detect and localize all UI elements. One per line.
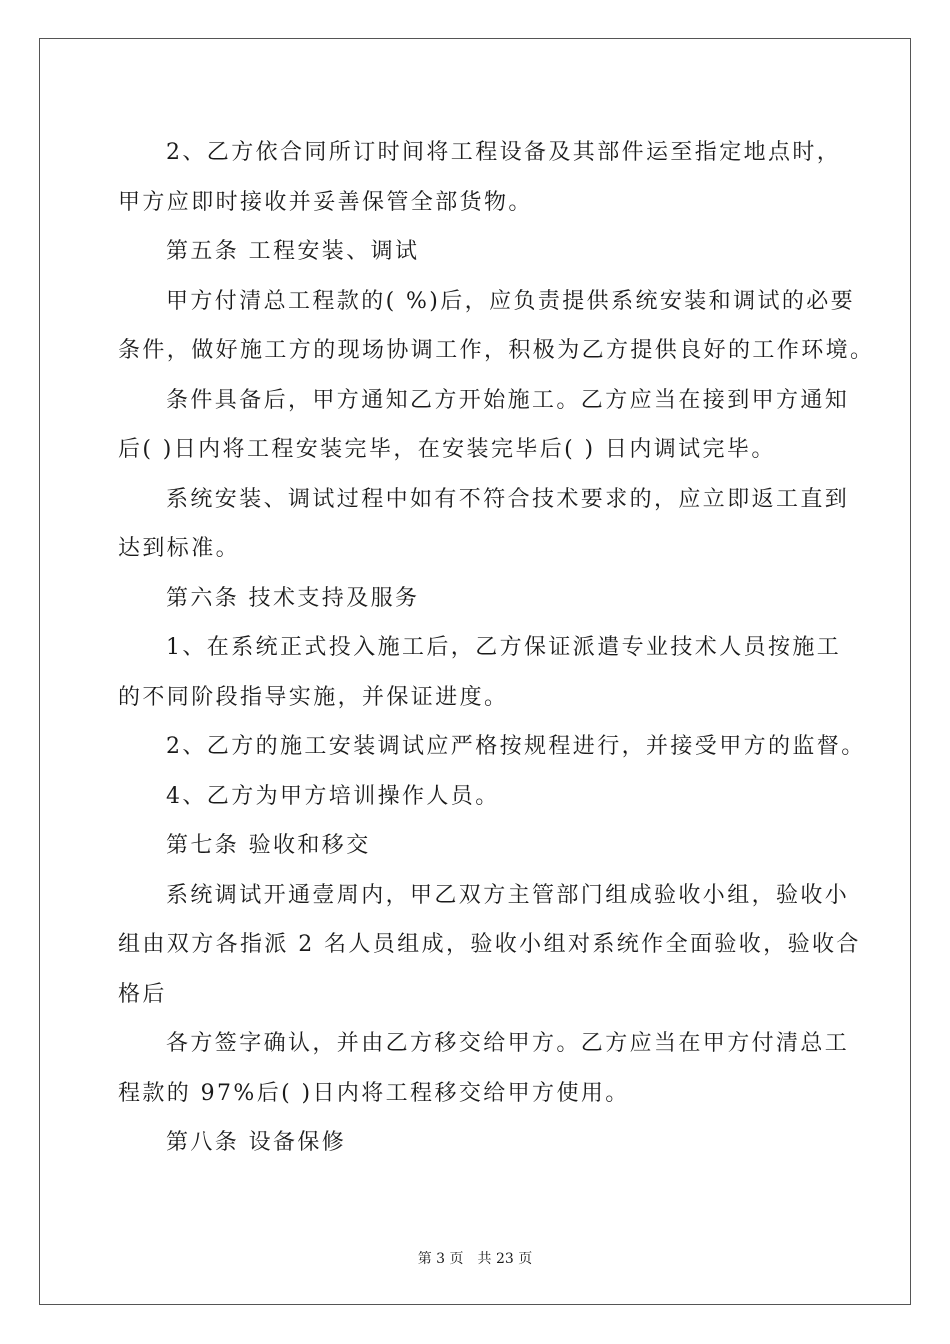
text-line: 甲方付清总工程款的( %)后，应负责提供系统安装和调试的必要 bbox=[166, 288, 856, 314]
page-footer bbox=[0, 1248, 950, 1268]
page-total: 共 23 页 bbox=[477, 1251, 533, 1267]
section-heading: 第八条 设备保修 bbox=[166, 1130, 347, 1155]
text-line: 4、乙方为甲方培训操作人员。 bbox=[166, 783, 500, 809]
text-line: 2、乙方依合同所订时间将工程设备及其部件运至指定地点时， bbox=[166, 140, 842, 165]
text-line: 的不同阶段指导实施，并保证进度。 bbox=[118, 684, 509, 710]
section-heading: 第六条 技术支持及服务 bbox=[166, 585, 420, 611]
text-line: 系统安装、调试过程中如有不符合技术要求的，应立即返工直到 bbox=[166, 486, 850, 512]
text-line: 各方签字确认，并由乙方移交给甲方。乙方应当在甲方付清总工 bbox=[166, 1031, 850, 1056]
text-line: 条件具备后，甲方通知乙方开始施工。乙方应当在接到甲方通知 bbox=[166, 387, 850, 413]
text-line: 甲方应即时接收并妥善保管全部货物。 bbox=[118, 189, 533, 215]
section-heading: 第七条 验收和移交 bbox=[166, 833, 371, 858]
text-line: 组由双方各指派 2 名人员组成，验收小组对系统作全面验收，验收合 bbox=[118, 932, 861, 957]
text-line: 系统调试开通壹周内，甲乙双方主管部门组成验收小组，验收小 bbox=[166, 882, 850, 908]
text-line: 达到标准。 bbox=[118, 536, 241, 561]
page-number: 第 3 页 bbox=[417, 1251, 464, 1267]
document-body bbox=[118, 128, 875, 1168]
text-line: 条件，做好施工方的现场协调工作，积极为乙方提供良好的工作环境。 bbox=[118, 338, 875, 363]
text-line: 后( )日内将工程安装完毕，在安装完毕后( ) 日内调试完毕。 bbox=[118, 437, 776, 462]
text-line: 程款的 97%后( )日内将工程移交给甲方使用。 bbox=[118, 1080, 630, 1106]
section-heading: 第五条 工程安装、调试 bbox=[166, 239, 420, 264]
text-line: 2、乙方的施工安装调试应严格按规程进行，并接受甲方的监督。 bbox=[166, 734, 866, 759]
text-line: 1、在系统正式投入施工后，乙方保证派遣专业技术人员按施工 bbox=[166, 635, 842, 660]
text-line: 格后 bbox=[118, 981, 167, 1007]
